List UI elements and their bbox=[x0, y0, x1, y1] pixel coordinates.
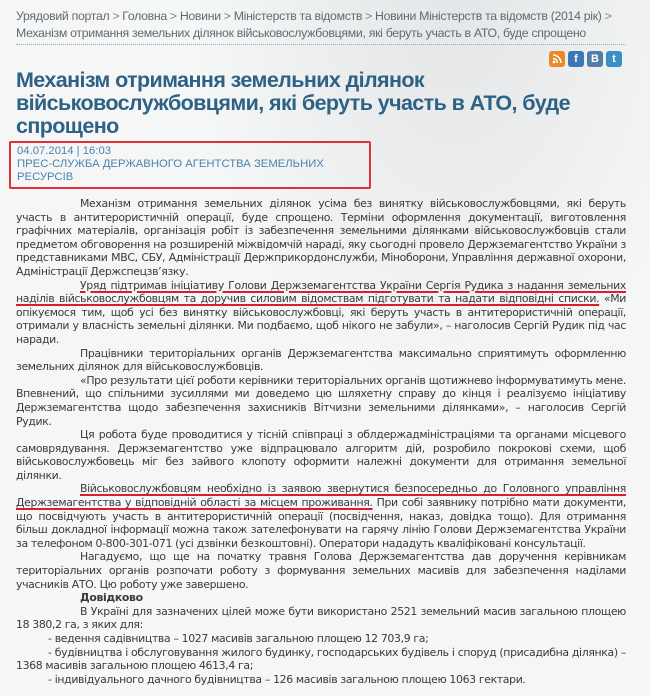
paragraph-text: При собі заявнику потрібно мати документи, що посвідчують участь в антитерористичній операції (посвідчення, наказ, довідка тощо). Для отримання більш докладної інформації можна також зателефонувати на гарячу лінію Голови Держземагентства України за телефоном 0-800-301-071 (усі дзвінки безкоштовні). Оператори нададуть кваліфіковані консультації. bbox=[16, 496, 626, 550]
breadcrumb-separator: > bbox=[223, 9, 231, 23]
paragraph: Механізм отримання земельних ділянок усіма без винятку військовослужбовцями, які беруть участь в антитерористичній операції, буде спрощено. Терміни оформлення документації, виготовлення графічних матеріалів, організація робіт із забезпечення земельними ділянками військовослужбовців стали предметом обговорення на розширеній міжвідомчій нараді, яку сьогодні провело Держземагентство України з представниками МВС, СБУ, Адміністрації Держприкордонслужби, Міноборони, Управління державної охорони, Адміністрації Держспецзв’язку. bbox=[16, 197, 626, 278]
breadcrumb-separator: > bbox=[112, 9, 120, 23]
article-meta-highlight bbox=[9, 141, 371, 189]
paragraph bbox=[16, 279, 626, 347]
twitter-icon[interactable]: t bbox=[606, 51, 622, 67]
rss-icon[interactable] bbox=[549, 51, 565, 67]
highlighted-text: Уряд підтримав ініціативу Голови Держземагентства України Сергія Рудика з надання земельних наділів військовослужбовцям та доручив силовим відомствам підготувати та надати відповідні списки. bbox=[16, 278, 626, 306]
list-item: - індивідуального дачного будівництва – 126 масивів загальною площею 1063 гектари. bbox=[48, 672, 526, 686]
paragraph: Ця робота буде проводитися у тісній співпраці з облдержадміністраціями та органами місцевого самоврядування. Держземагентство уже відпрацювало алгоритм дій, розробило покрокові схеми, щоб військовослужбовець міг без зайвого клопоту оформити належні документи для отримання земельної ділянки. bbox=[16, 428, 626, 482]
list-item: - ведення садівництва – 1027 масивів загальною площею 12 703,9 га; bbox=[48, 632, 429, 645]
paragraph: «Про результати цієї роботи керівники територіальних органів щотижнево інформуватимуть мене. Впевнений, що спільними зусиллями ми доведемо цю шляхетну справу до кінця і реалізуємо ініціативу Держземагентства щодо забезпечення захисників Вітчизни земельними ділянками», – наголосив Сергій Рудик. bbox=[16, 373, 626, 428]
article-date: 04.07.2014 | 16:03 bbox=[17, 145, 112, 157]
breadcrumb-home[interactable]: Головна bbox=[122, 9, 167, 23]
page-title: Механізм отримання земельних ділянок військовослужбовцями, які беруть участь в АТО, буде спрощено bbox=[16, 68, 570, 138]
paragraph bbox=[16, 482, 626, 550]
paragraph-text: «Ми опікуємося тим, щоб усі без винятку військовослужбовці, які беруть участь в антитерористичній операції, отримали у власність земельні ділянки. Ми подбаємо, щоб нікого не забули», – наголосив Сергій Рудик під час наради. bbox=[16, 292, 627, 346]
breadcrumb-ministries[interactable]: Міністерств та відомств bbox=[233, 9, 363, 23]
facebook-icon[interactable]: f bbox=[568, 51, 584, 67]
paragraph: Працівники територіальних органів Держземагентства максимально сприятимуть оформленню земельних ділянок для військовослужбовців. bbox=[16, 346, 626, 374]
breadcrumb-news[interactable]: Новини bbox=[179, 9, 221, 23]
highlighted-text: Військовослужбовцям необхідно із заявою звернутися безпосередньо до Головного управління Держземагентства у відповідній області за місцем проживання. bbox=[16, 482, 626, 510]
paragraph: В Україні для зазначених цілей може бути використано 2521 земельний масив загальною площею 18 380,2 га, з яких для: bbox=[16, 604, 626, 632]
breadcrumb-separator: > bbox=[365, 9, 373, 23]
breadcrumb-ministries-news-2014[interactable]: Новини Міністерств та відомств (2014 рік) bbox=[375, 9, 602, 23]
breadcrumb bbox=[16, 8, 626, 45]
article-source: ПРЕС-СЛУЖБА ДЕРЖАВНОГО АГЕНТСТВА ЗЕМЕЛЬНИХ РЕСУРСІВ bbox=[17, 158, 324, 183]
vkontakte-icon[interactable]: В bbox=[587, 51, 603, 67]
article-body bbox=[16, 197, 626, 686]
share-buttons bbox=[0, 51, 622, 67]
breadcrumb-portal[interactable]: Урядовий портал bbox=[16, 9, 110, 23]
breadcrumb-current: Механізм отримання земельних ділянок військовослужбовцями, які беруть участь в АТО, буде спрощено bbox=[16, 26, 586, 40]
section-heading: Довідково bbox=[80, 591, 143, 605]
breadcrumb-separator: > bbox=[169, 9, 177, 23]
list-item: - будівництва і обслуговування жилого будинку, господарських будівель і споруд (присадибна ділянка) – 1368 масивів загальною площею 4613,4 га; bbox=[16, 645, 626, 673]
paragraph: Нагадуємо, що ще на початку травня Голова Держземагентства дав доручення керівникам територіальних органів розпочати роботу з формування земельних масивів для забезпечення наділами учасників АТО. Цю роботу уже завершено. bbox=[16, 550, 626, 591]
breadcrumb-separator: > bbox=[604, 9, 612, 23]
